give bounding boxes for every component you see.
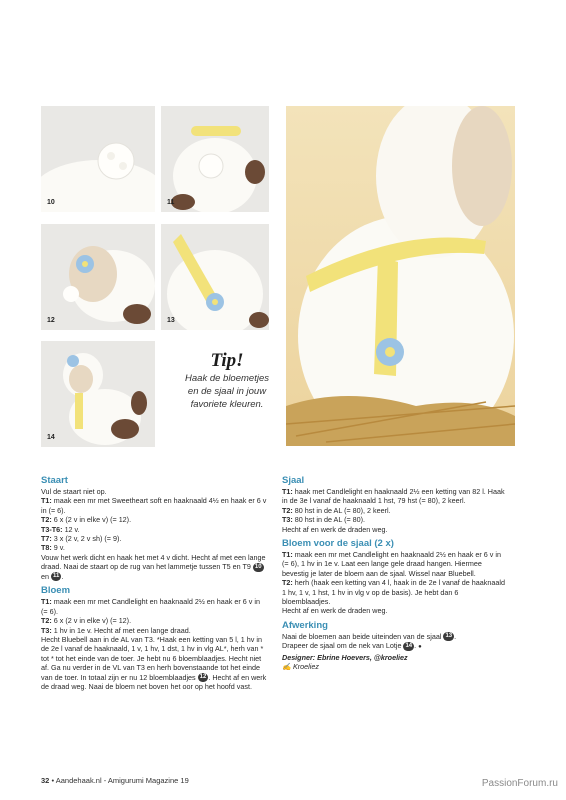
section-heading-bloem: Bloem [41,585,71,597]
round-label: T1: [282,550,293,560]
paragraph-text: Drapeer de sjaal om de nek van Lotje [282,641,402,651]
instagram-icon: ✍ [282,662,291,672]
photo-number: 14 [47,434,55,441]
round-text: maak een mr met Candlelight en haaknaald 2½ en haak er 6 v in (= 6). [41,597,260,616]
round-line [41,534,267,543]
tip-line: favoriete kleuren. [190,399,264,410]
paragraph-text: Naai de bloemen aan beide uiteinden van de sjaal [282,631,442,641]
round-label: T1: [41,597,52,607]
section-heading-bloem-sjaal: Bloem voor de sjaal (2 x) [282,538,394,550]
round-text: maak een mr met Sweetheart soft en haaknaald 4½ en haak er 6 v in (= 6). [41,496,267,515]
paragraph-text: . Hecht af en werk de draad weg. Naai de bloem net boven het oor op het hoofd vast. [41,672,267,692]
round-text: 80 hst in de AL (= 80), 2 keerl. [294,505,391,515]
round-line [41,597,267,616]
photo-number: 11 [167,199,175,206]
round-line [41,616,267,625]
lamb-back-image [161,106,269,212]
lamb-head-flower-image [41,224,155,330]
photo-number: 13 [167,317,175,324]
round-text: 12 v. [64,524,80,534]
tip-line: en de sjaal in jouw [187,386,267,397]
lamb-sitting-image [41,341,155,447]
conjunction-text: en [41,571,49,581]
section-heading-staart: Staart [41,475,68,486]
round-label: T2: [282,578,293,588]
photo-number: 12 [47,317,55,324]
tip-box [172,350,282,411]
round-line [41,525,267,534]
lamb-scarf-image [161,224,269,330]
round-text: haak met Candlelight en haaknaald 2½ een ketting van 82 l. Haak in de 3e l vanaf de haaknaald 1 hst, 79 hst (= 80), 2 keerl. [282,487,505,506]
round-line [282,515,508,524]
page-footer [41,776,189,785]
footer-separator: • [51,776,55,785]
tip-line: Haak de bloemetjes [185,373,269,384]
text-paragraph [41,635,267,692]
text-line: Drapeer de sjaal om de nek van Lotje 14 . ● [282,641,422,651]
tip-title: Tip! [210,350,244,371]
photo-ref-badge: 11 [53,573,60,580]
photo-step-13 [161,224,269,330]
round-label: T8: [41,543,52,553]
round-line [282,578,508,606]
page-number: 32 [41,776,50,785]
text-line: Naai de bloemen aan beide uiteinden van de sjaal 13 . [282,631,457,641]
punctuation: . [61,571,64,581]
round-text: 3 x (2 v, 2 v sh) (= 9). [53,534,122,544]
end-bullet-icon: ● [418,644,422,651]
photo-ref-badge: 12 [199,674,207,681]
paragraph-text: Hecht Bluebell aan in de AL van T3. *Haak een ketting van 5 l, 1 hv in de 2e l vanaf de haaknaald, 1 v, 1 hv, 1 dst, 1 hv in vlg AL*, herh van * tot * tot het einde van de toer. Je hebt nu 6 bloemblaadjes. Hecht niet af. Ga nu verder in de VL van T3 en herh bovenstaande tot het einde van de toer. In totaal zijn er nu 12 bloemblaadjes [41,635,264,682]
text-line: Vul de staart niet op. [41,487,107,496]
paragraph-text: Vouw het werk dicht en haak het met 4 v dicht. Hecht af met een lange draad. Naai de staart op de rug van het lammetje tussen T5 en T9 [41,552,266,572]
round-label: T1: [41,496,52,506]
round-text: herh (haak een ketting van 4 l, haak in de 2e l vanaf de haaknaald 1 hv, 1 v, 1 hst, 1 hv in vlg v op de basis). Je hebt dan 6 bloemblaadjes. [282,578,505,607]
photo-step-11 [161,106,269,212]
round-text: 1 hv in 1e v. Hecht af met een lange draad. [53,625,191,635]
round-label: T3: [41,625,52,635]
round-line [41,515,267,524]
round-line [41,626,267,635]
text-paragraph [41,553,267,582]
photo-ref-badge: 14 [405,643,413,650]
photo-step-10 [41,106,155,212]
section-heading-sjaal: Sjaal [282,475,305,486]
round-label: T2: [41,515,52,525]
text-line: Hecht af en werk de draden weg. [282,524,388,534]
photo-ref-badge: 10 [254,563,262,570]
round-label: T2: [282,505,293,515]
round-label: T1: [282,487,293,496]
photo-step-12 [41,224,155,330]
watermark: PassionForum.ru [481,778,558,789]
round-line [282,550,508,578]
round-line [41,496,267,515]
instagram-handle: Kroeliez [292,662,319,672]
photo-number: 10 [47,199,55,206]
section-heading-afwerking: Afwerking [282,619,328,631]
round-label: T7: [41,534,52,544]
photo-ref-badge: 13 [445,633,453,640]
round-text: 80 hst in de AL (= 80). [294,515,366,525]
round-label: T3-T6: [41,524,63,534]
round-text: 6 x (2 v in elke v) (= 12). [53,515,132,525]
left-column [41,473,267,692]
footer-text: Aandehaak.nl - Amigurumi Magazine 19 [55,776,189,785]
photo-step-14 [41,341,155,447]
round-text: maak een mr met Candlelight en haaknaald 2½ en haak er 6 v in (= 6), 1 hv in 1e v. Laat een lange gele draad hangen. Hiermee bevestig je later de bloem aan de sjaal. Wissel naar Bluebell. [282,550,501,578]
round-line [41,543,267,552]
designer-credit: Designer: Ebrine Hoevers, @kroeliez [282,652,408,662]
right-column [282,473,508,672]
photo-main-lamb [286,106,515,446]
lamb-tail-image [41,106,155,212]
text-line: Hecht af en werk de draden weg. [282,606,388,616]
round-line [282,487,508,506]
round-line [282,506,508,515]
lamb-with-scarf-image [286,106,515,446]
round-label: T3: [282,515,293,525]
round-text: 9 v. [53,543,65,553]
round-text: 6 x (2 v in elke v) (= 12). [53,616,132,626]
round-label: T2: [41,616,52,626]
instagram-credit [282,662,508,671]
